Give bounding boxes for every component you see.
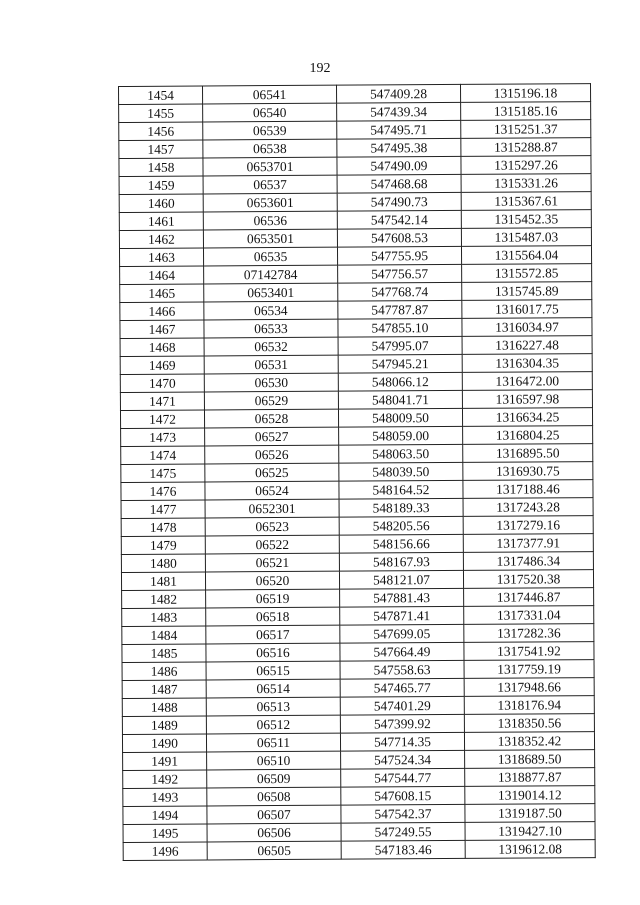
table-row <box>120 264 592 285</box>
y-coordinate-cell: 1315487.03 <box>461 228 591 247</box>
table-row <box>123 840 595 861</box>
point-code-cell: 06529 <box>204 391 338 410</box>
x-coordinate-cell: 548189.33 <box>339 498 463 517</box>
point-code-cell: 06509 <box>207 769 341 788</box>
point-code-cell: 06541 <box>203 85 337 104</box>
point-code-cell: 06524 <box>205 481 339 500</box>
y-coordinate-cell: 1317446.87 <box>464 588 594 607</box>
x-coordinate-cell: 548167.93 <box>339 552 463 571</box>
y-coordinate-cell: 1317188.46 <box>463 480 593 499</box>
point-code-cell: 06535 <box>203 247 337 266</box>
point-number-cell: 1460 <box>119 194 203 213</box>
table-row <box>123 768 595 789</box>
table-row <box>119 210 591 231</box>
x-coordinate-cell: 547871.41 <box>340 606 464 625</box>
x-coordinate-cell: 547409.28 <box>336 84 460 103</box>
table-row <box>123 786 595 807</box>
point-code-cell: 06538 <box>203 139 337 158</box>
point-code-cell: 06523 <box>205 517 339 536</box>
point-number-cell: 1454 <box>119 86 203 105</box>
point-number-cell: 1489 <box>122 716 206 735</box>
table-row <box>120 318 592 339</box>
point-code-cell: 0652301 <box>205 499 339 518</box>
y-coordinate-cell: 1317331.04 <box>464 606 594 625</box>
point-code-cell: 06505 <box>207 841 341 860</box>
table-row <box>120 408 592 429</box>
x-coordinate-cell: 547465.77 <box>340 678 464 697</box>
table-row <box>119 156 591 177</box>
x-coordinate-cell: 547699.05 <box>340 624 464 643</box>
table-row <box>122 678 594 699</box>
point-number-cell: 1476 <box>121 482 205 501</box>
table-row <box>122 642 594 663</box>
x-coordinate-cell: 547249.55 <box>341 822 465 841</box>
table-row <box>121 426 593 447</box>
x-coordinate-cell: 547995.07 <box>338 336 462 355</box>
x-coordinate-cell: 547608.15 <box>341 786 465 805</box>
y-coordinate-cell: 1316304.35 <box>462 354 592 373</box>
point-code-cell: 06539 <box>203 121 337 140</box>
point-code-cell: 06525 <box>205 463 339 482</box>
point-code-cell: 06506 <box>207 823 341 842</box>
point-number-cell: 1459 <box>119 176 203 195</box>
table-row <box>120 336 592 357</box>
x-coordinate-cell: 547558.63 <box>340 660 464 679</box>
table-row <box>122 696 594 717</box>
table-row <box>119 138 591 159</box>
y-coordinate-cell: 1317377.91 <box>463 534 593 553</box>
point-number-cell: 1469 <box>120 356 204 375</box>
x-coordinate-cell: 547490.73 <box>337 192 461 211</box>
x-coordinate-cell: 547544.77 <box>341 768 465 787</box>
table-row <box>123 750 595 771</box>
y-coordinate-cell: 1316597.98 <box>462 390 592 409</box>
y-coordinate-cell: 1316895.50 <box>463 444 593 463</box>
y-coordinate-cell: 1315297.26 <box>461 156 591 175</box>
y-coordinate-cell: 1318176.94 <box>464 696 594 715</box>
x-coordinate-cell: 548059.00 <box>339 426 463 445</box>
x-coordinate-cell: 548156.66 <box>339 534 463 553</box>
table-row <box>120 372 592 393</box>
point-code-cell: 06528 <box>204 409 338 428</box>
point-code-cell: 06532 <box>204 337 338 356</box>
y-coordinate-cell: 1317486.34 <box>463 552 593 571</box>
y-coordinate-cell: 1318877.87 <box>465 768 595 787</box>
point-code-cell: 06512 <box>206 715 340 734</box>
point-number-cell: 1458 <box>119 158 203 177</box>
coordinates-table-container <box>118 83 595 861</box>
x-coordinate-cell: 547401.29 <box>340 696 464 715</box>
y-coordinate-cell: 1319427.10 <box>465 822 595 841</box>
y-coordinate-cell: 1315452.35 <box>461 210 591 229</box>
table-row <box>121 570 593 591</box>
point-number-cell: 1455 <box>119 104 203 123</box>
point-code-cell: 06507 <box>207 805 341 824</box>
point-number-cell: 1484 <box>122 626 206 645</box>
x-coordinate-cell: 547855.10 <box>338 318 462 337</box>
y-coordinate-cell: 1316804.25 <box>463 426 593 445</box>
y-coordinate-cell: 1317520.38 <box>463 570 593 589</box>
y-coordinate-cell: 1316930.75 <box>463 462 593 481</box>
table-row <box>122 588 594 609</box>
point-code-cell: 06518 <box>206 607 340 626</box>
point-number-cell: 1471 <box>120 392 204 411</box>
y-coordinate-cell: 1316227.48 <box>462 336 592 355</box>
point-number-cell: 1485 <box>122 644 206 663</box>
point-number-cell: 1468 <box>120 338 204 357</box>
table-row <box>119 192 591 213</box>
point-number-cell: 1474 <box>121 446 205 465</box>
point-number-cell: 1478 <box>121 518 205 537</box>
point-code-cell: 06508 <box>207 787 341 806</box>
table-row <box>121 498 593 519</box>
y-coordinate-cell: 1317948.66 <box>464 678 594 697</box>
y-coordinate-cell: 1315564.04 <box>461 246 591 265</box>
y-coordinate-cell: 1316017.75 <box>462 300 592 319</box>
y-coordinate-cell: 1317759.19 <box>464 660 594 679</box>
point-code-cell: 06519 <box>206 589 340 608</box>
point-number-cell: 1473 <box>121 428 205 447</box>
x-coordinate-cell: 547542.14 <box>337 210 461 229</box>
point-number-cell: 1462 <box>119 230 203 249</box>
x-coordinate-cell: 548164.52 <box>339 480 463 499</box>
table-row <box>120 300 592 321</box>
point-code-cell: 06510 <box>207 751 341 770</box>
page-number: 192 <box>309 61 331 76</box>
x-coordinate-cell: 547542.37 <box>341 804 465 823</box>
y-coordinate-cell: 1316634.25 <box>462 408 592 427</box>
point-code-cell: 06533 <box>204 319 338 338</box>
table-row <box>120 354 592 375</box>
table-row <box>121 444 593 465</box>
y-coordinate-cell: 1319612.08 <box>465 840 595 859</box>
y-coordinate-cell: 1317279.16 <box>463 516 593 535</box>
point-number-cell: 1461 <box>119 212 203 231</box>
table-row <box>122 606 594 627</box>
y-coordinate-cell: 1317541.92 <box>464 642 594 661</box>
y-coordinate-cell: 1315185.16 <box>461 102 591 121</box>
point-code-cell: 06515 <box>206 661 340 680</box>
point-number-cell: 1488 <box>122 698 206 717</box>
table-row <box>122 660 594 681</box>
point-code-cell: 06513 <box>206 697 340 716</box>
x-coordinate-cell: 547524.34 <box>341 750 465 769</box>
x-coordinate-cell: 547881.43 <box>340 588 464 607</box>
point-number-cell: 1463 <box>119 248 203 267</box>
x-coordinate-cell: 547756.57 <box>338 264 462 283</box>
point-code-cell: 0653701 <box>203 157 337 176</box>
x-coordinate-cell: 548009.50 <box>338 408 462 427</box>
x-coordinate-cell: 547714.35 <box>340 732 464 751</box>
point-number-cell: 1472 <box>120 410 204 429</box>
table-row <box>120 390 592 411</box>
y-coordinate-cell: 1319014.12 <box>465 786 595 805</box>
y-coordinate-cell: 1318350.56 <box>464 714 594 733</box>
point-code-cell: 06516 <box>206 643 340 662</box>
y-coordinate-cell: 1315745.89 <box>462 282 592 301</box>
table-row <box>119 228 591 249</box>
point-code-cell: 06514 <box>206 679 340 698</box>
y-coordinate-cell: 1316472.00 <box>462 372 592 391</box>
point-code-cell: 06521 <box>205 553 339 572</box>
table-row <box>119 174 591 195</box>
point-code-cell: 06511 <box>206 733 340 752</box>
point-code-cell: 07142784 <box>204 265 338 284</box>
point-number-cell: 1494 <box>123 806 207 825</box>
y-coordinate-cell: 1315288.87 <box>461 138 591 157</box>
point-code-cell: 06527 <box>205 427 339 446</box>
table-row <box>119 84 591 105</box>
table-row <box>121 462 593 483</box>
x-coordinate-cell: 547399.92 <box>340 714 464 733</box>
point-number-cell: 1475 <box>121 464 205 483</box>
y-coordinate-cell: 1318352.42 <box>464 732 594 751</box>
table-row <box>122 732 594 753</box>
table-row <box>121 516 593 537</box>
x-coordinate-cell: 547945.21 <box>338 354 462 373</box>
point-number-cell: 1464 <box>120 266 204 285</box>
point-code-cell: 06520 <box>205 571 339 590</box>
point-number-cell: 1491 <box>123 752 207 771</box>
point-number-cell: 1482 <box>122 590 206 609</box>
table-row <box>122 624 594 645</box>
x-coordinate-cell: 547495.38 <box>337 138 461 157</box>
point-number-cell: 1490 <box>122 734 206 753</box>
coordinates-table <box>118 83 596 861</box>
x-coordinate-cell: 547787.87 <box>338 300 462 319</box>
point-number-cell: 1483 <box>122 608 206 627</box>
point-code-cell: 06526 <box>205 445 339 464</box>
x-coordinate-cell: 548041.71 <box>338 390 462 409</box>
y-coordinate-cell: 1317243.28 <box>463 498 593 517</box>
x-coordinate-cell: 547664.49 <box>340 642 464 661</box>
x-coordinate-cell: 548039.50 <box>339 462 463 481</box>
x-coordinate-cell: 547183.46 <box>341 840 465 859</box>
point-number-cell: 1496 <box>123 842 207 861</box>
x-coordinate-cell: 547495.71 <box>337 120 461 139</box>
point-code-cell: 06530 <box>204 373 338 392</box>
point-number-cell: 1465 <box>120 284 204 303</box>
point-code-cell: 06517 <box>206 625 340 644</box>
x-coordinate-cell: 547608.53 <box>337 228 461 247</box>
x-coordinate-cell: 548066.12 <box>338 372 462 391</box>
table-row <box>120 282 592 303</box>
x-coordinate-cell: 548121.07 <box>339 570 463 589</box>
point-code-cell: 0653401 <box>204 283 338 302</box>
table-row <box>119 120 591 141</box>
table-row <box>121 552 593 573</box>
point-number-cell: 1480 <box>121 554 205 573</box>
point-number-cell: 1466 <box>120 302 204 321</box>
point-code-cell: 06540 <box>203 103 337 122</box>
point-code-cell: 06536 <box>203 211 337 230</box>
table-body <box>119 84 596 861</box>
table-row <box>119 102 591 123</box>
y-coordinate-cell: 1319187.50 <box>465 804 595 823</box>
y-coordinate-cell: 1315251.37 <box>461 120 591 139</box>
table-row <box>123 822 595 843</box>
table-row <box>119 246 591 267</box>
point-code-cell: 06537 <box>203 175 337 194</box>
x-coordinate-cell: 547439.34 <box>337 102 461 121</box>
point-number-cell: 1492 <box>123 770 207 789</box>
point-number-cell: 1495 <box>123 824 207 843</box>
point-code-cell: 06534 <box>204 301 338 320</box>
table-row <box>121 534 593 555</box>
table-row <box>122 714 594 735</box>
y-coordinate-cell: 1315331.26 <box>461 174 591 193</box>
x-coordinate-cell: 547768.74 <box>338 282 462 301</box>
point-number-cell: 1457 <box>119 140 203 159</box>
point-number-cell: 1481 <box>121 572 205 591</box>
point-code-cell: 06531 <box>204 355 338 374</box>
point-code-cell: 06522 <box>205 535 339 554</box>
x-coordinate-cell: 548063.50 <box>339 444 463 463</box>
table-row <box>123 804 595 825</box>
x-coordinate-cell: 548205.56 <box>339 516 463 535</box>
point-code-cell: 0653501 <box>203 229 337 248</box>
point-code-cell: 0653601 <box>203 193 337 212</box>
point-number-cell: 1493 <box>123 788 207 807</box>
y-coordinate-cell: 1317282.36 <box>464 624 594 643</box>
y-coordinate-cell: 1316034.97 <box>462 318 592 337</box>
point-number-cell: 1487 <box>122 680 206 699</box>
point-number-cell: 1456 <box>119 122 203 141</box>
table-row <box>121 480 593 501</box>
x-coordinate-cell: 547755.95 <box>337 246 461 265</box>
y-coordinate-cell: 1315572.85 <box>462 264 592 283</box>
y-coordinate-cell: 1318689.50 <box>465 750 595 769</box>
point-number-cell: 1470 <box>120 374 204 393</box>
point-number-cell: 1467 <box>120 320 204 339</box>
x-coordinate-cell: 547490.09 <box>337 156 461 175</box>
y-coordinate-cell: 1315196.18 <box>460 84 590 103</box>
x-coordinate-cell: 547468.68 <box>337 174 461 193</box>
point-number-cell: 1477 <box>121 500 205 519</box>
point-number-cell: 1479 <box>121 536 205 555</box>
point-number-cell: 1486 <box>122 662 206 681</box>
y-coordinate-cell: 1315367.61 <box>461 192 591 211</box>
